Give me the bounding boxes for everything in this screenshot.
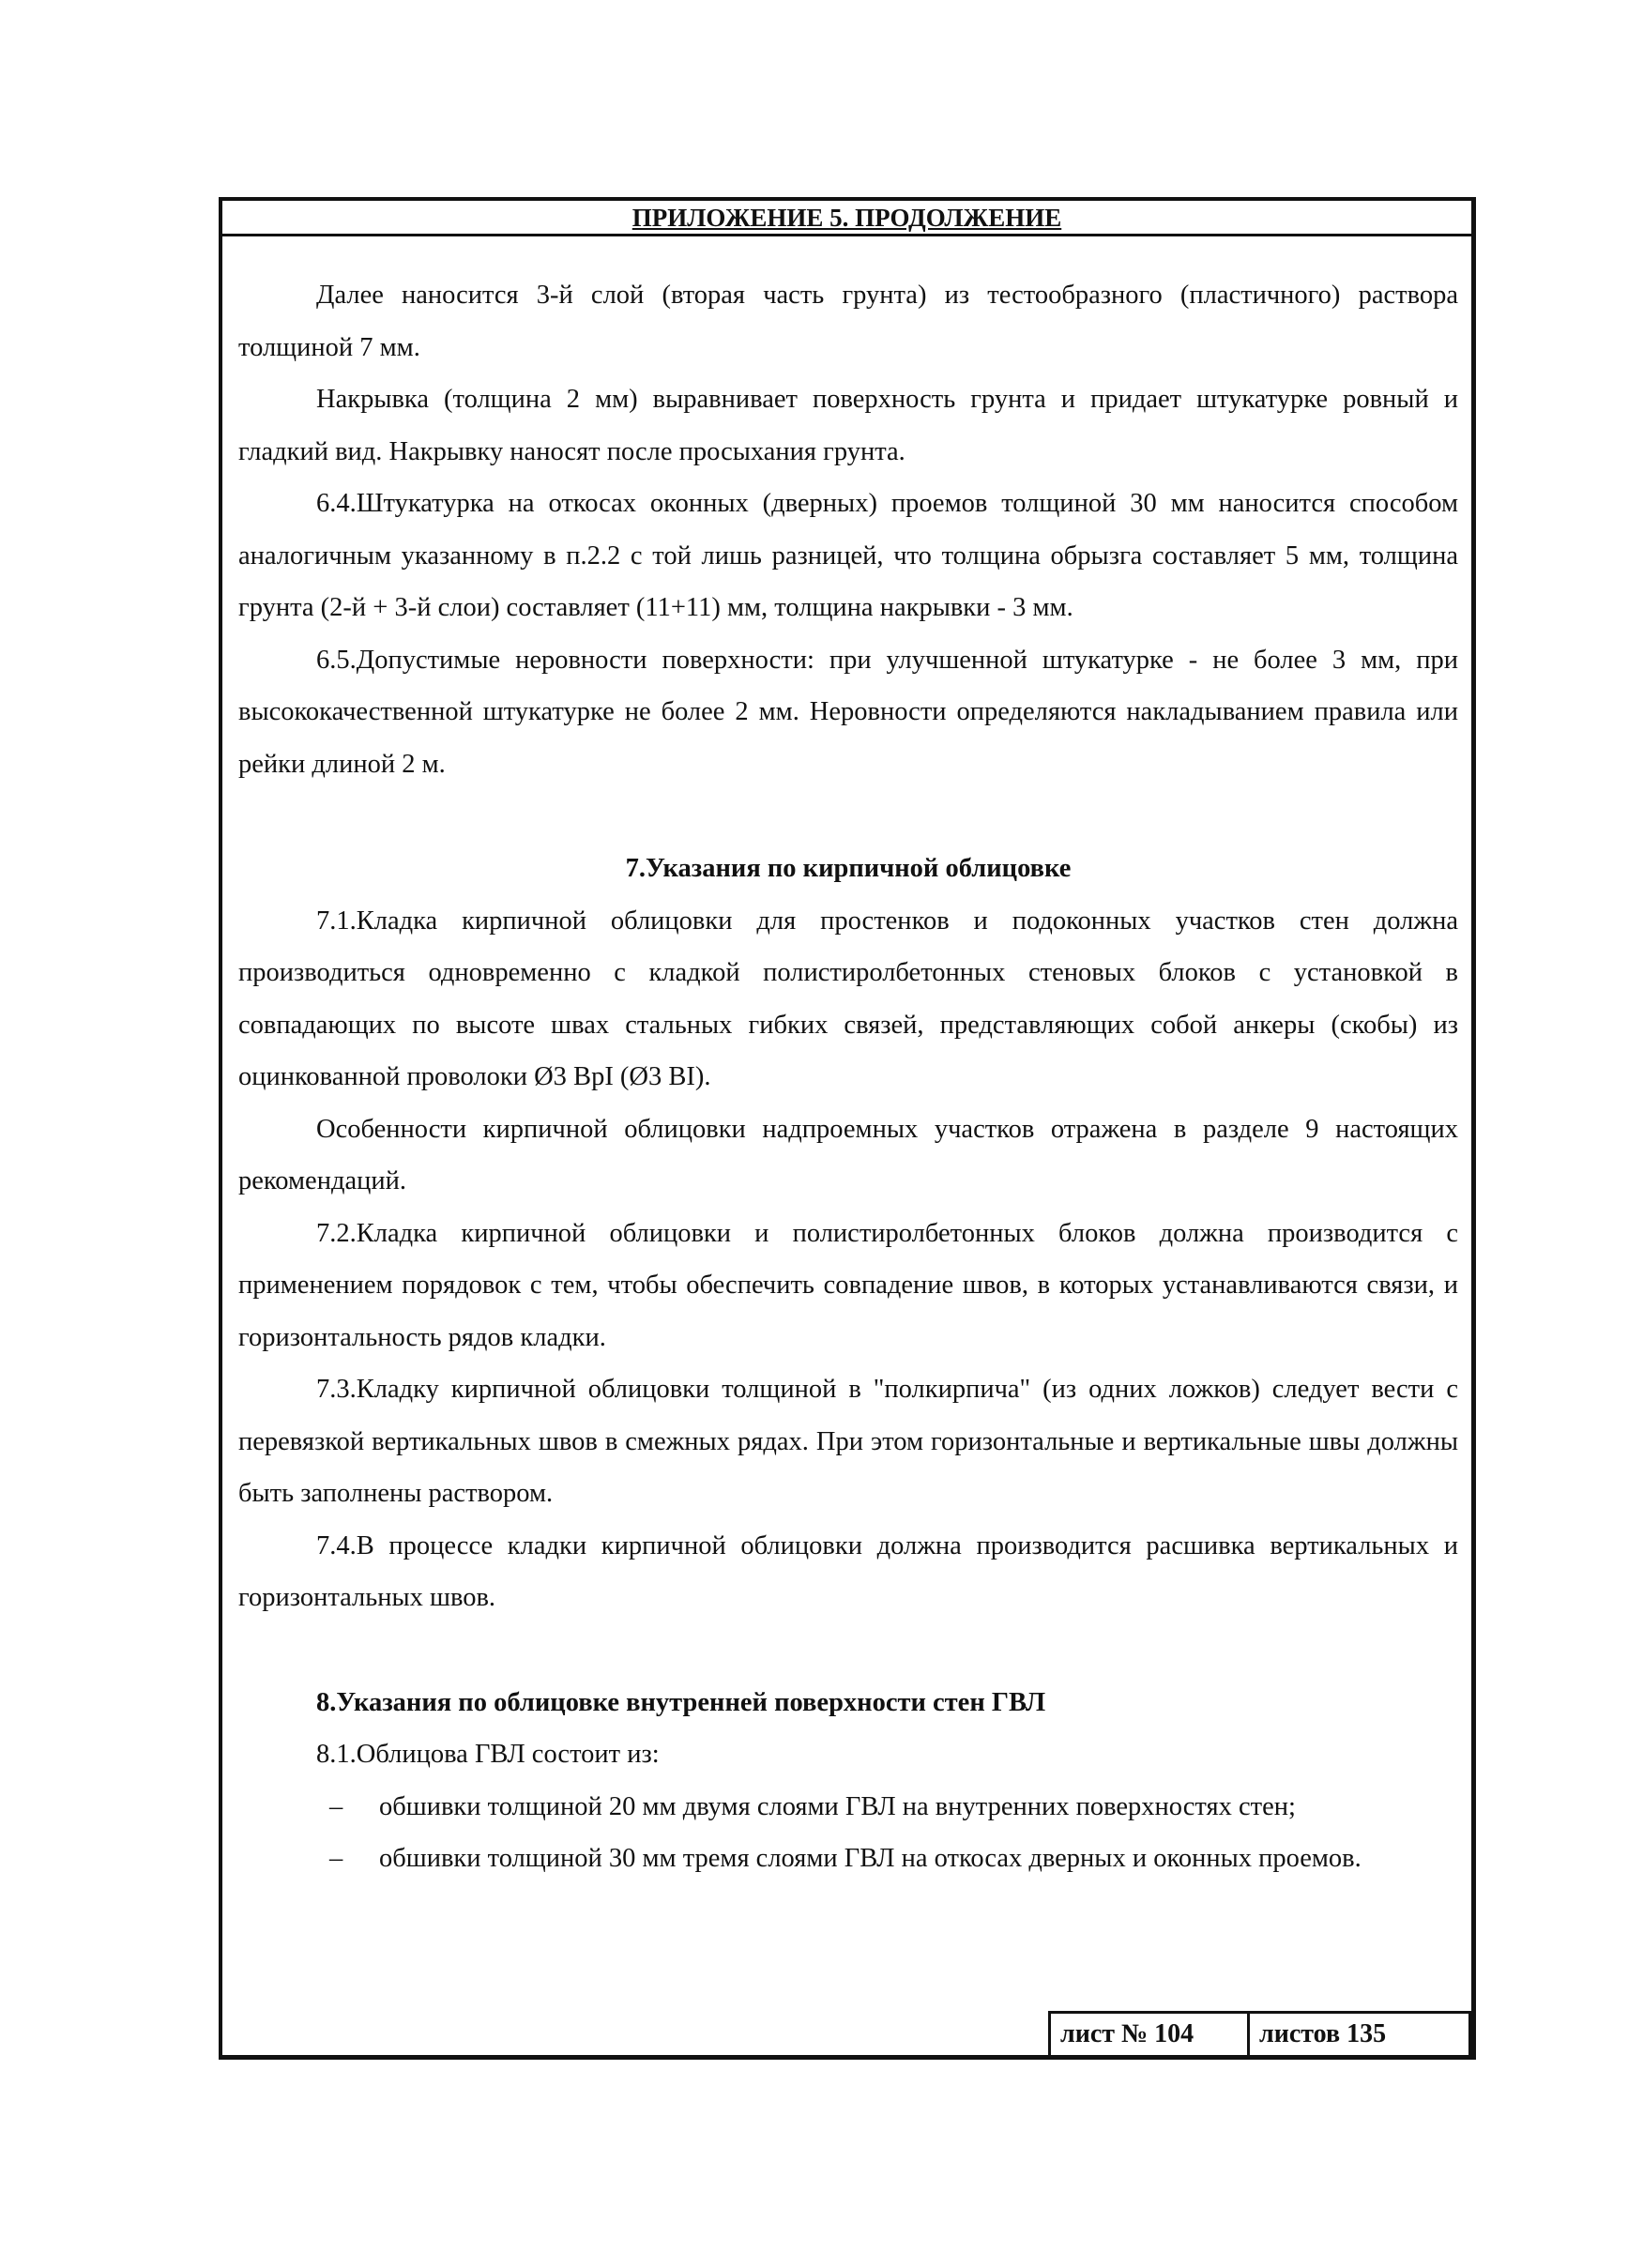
list-item — [238, 1781, 1458, 1834]
paragraph: 6.5.Допустимые неровности поверхности: при улучшенной штукатурке - не более 3 мм, при высококачественной штукатурке не более 2 мм. Неровности определяются накладыванием правила или рейки длиной 2 м. — [238, 645, 1458, 779]
dash-bullet: – — [329, 1844, 343, 1873]
dash-bullet: – — [329, 1791, 343, 1821]
sheet-stamp — [1048, 2011, 1472, 2056]
paragraph: 7.2.Кладка кирпичной облицовки и полистиролбетонных блоков должна производится с применением порядовок с тем, чтобы обеспечить совпадение швов, в которых устанавливаются связи, и горизонтальность рядов кладки. — [238, 1218, 1458, 1352]
section-heading-7: 7.Указания по кирпичной облицовке — [625, 854, 1072, 883]
list-item-text: обшивки толщиной 30 мм тремя слоями ГВЛ на откосах дверных и оконных проемов. — [379, 1844, 1362, 1873]
paragraph: Особенности кирпичной облицовки надпроемных участков отражена в разделе 9 настоящих рекомендаций. — [238, 1114, 1458, 1195]
paragraph: 6.4.Штукатурка на откосах оконных (дверных) проемов толщиной 30 мм наносится способом аналогичным указанному в п.2.2 с той лишь разницей, что толщина обрызга составляет 5 мм, толщина грунта (2-й + 3-й слои) составляет (11+11) мм, толщина накрывки - 3 мм. — [238, 489, 1458, 622]
paragraph: Далее наносится 3-й слой (вторая часть грунта) из тестообразного (пластичного) раствора толщиной 7 мм. — [238, 281, 1458, 362]
paragraph: 8.1.Облицова ГВЛ состоит из: — [316, 1740, 660, 1769]
appendix-title: ПРИЛОЖЕНИЕ 5. ПРОДОЛЖЕНИЕ — [222, 201, 1471, 236]
document-body — [238, 269, 1458, 1885]
paragraph: 7.3.Кладку кирпичной облицовки толщиной в "полкирпича" (из одних ложков) следует вести с перевязкой вертикальных швов в смежных рядах. При этом горизонтальные и вертикальные швы должны быть заполнены раствором. — [238, 1375, 1458, 1508]
page-frame — [219, 197, 1476, 2060]
paragraph: 7.1.Кладка кирпичной облицовки для простенков и подоконных участков стен должна производиться одновременно с кладкой полистиролбетонных стеновых блоков с установкой в совпадающих по высоте швах стальных гибких связей, представляющих собой анкеры (скобы) из оцинкованной проволоки Ø3 BpI (Ø3 BI). — [238, 906, 1458, 1091]
paragraph: Накрывка (толщина 2 мм) выравнивает поверхность грунта и придает штукатурке ровный и гладкий вид. Накрывку наносят после просыхания грунта. — [238, 385, 1458, 466]
list-item-text: обшивки толщиной 20 мм двумя слоями ГВЛ на внутренних поверхностях стен; — [379, 1791, 1296, 1821]
sheet-number: лист № 104 — [1048, 2011, 1247, 2056]
paragraph: 7.4.В процессе кладки кирпичной облицовки должна производится расшивка вертикальных и горизонтальных швов. — [238, 1530, 1458, 1612]
list-item — [238, 1833, 1458, 1885]
sheet-total: листов 135 — [1247, 2011, 1472, 2056]
section-heading-8: 8.Указания по облицовке внутренней поверхности стен ГВЛ — [316, 1687, 1046, 1717]
